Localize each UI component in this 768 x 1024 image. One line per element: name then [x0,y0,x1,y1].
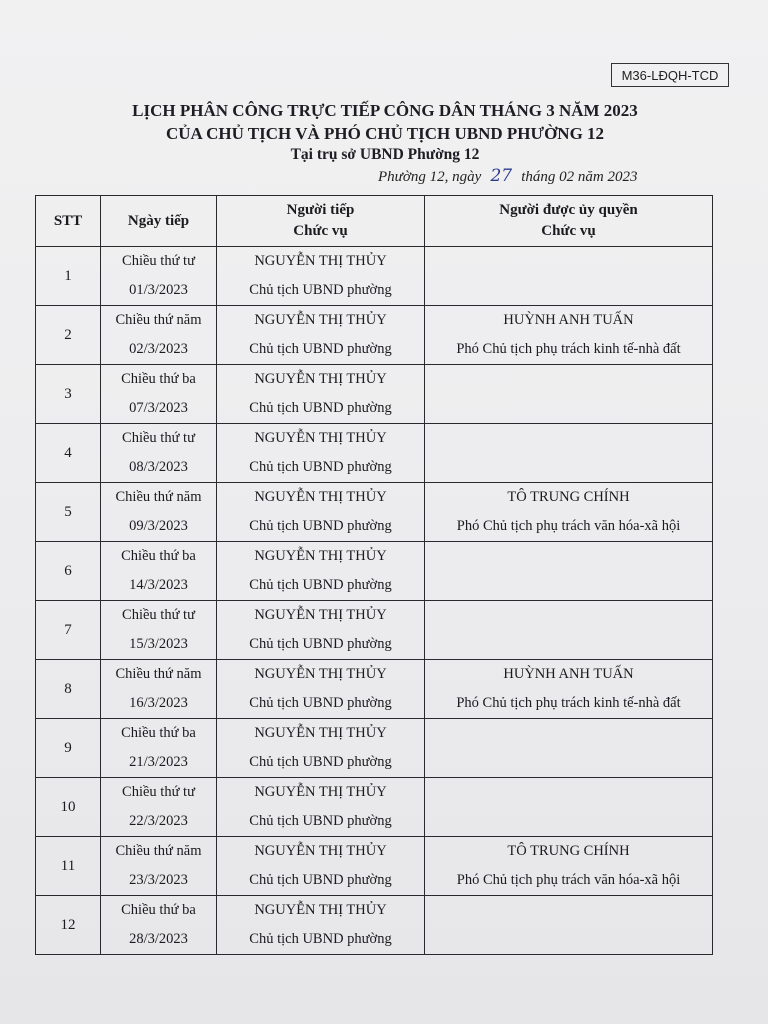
header-delegate [425,196,713,247]
row-date-cell [101,778,217,837]
row-stt: 2 [36,306,101,365]
table-row [36,542,713,601]
row-receiver-cell [217,247,425,306]
row-date: 14/3/2023 [129,577,188,593]
row-receiver-title: Chủ tịch UBND phường [249,400,392,416]
row-delegate-title: Phó Chủ tịch phụ trách văn hóa-xã hội [456,518,681,534]
table-row [36,896,713,955]
row-delegate-name: TÔ TRUNG CHÍNH [507,489,630,505]
row-receiver-cell [217,365,425,424]
row-date-cell [101,719,217,778]
row-weekday: Chiều thứ tư [122,607,195,623]
row-delegate-title: Phó Chủ tịch phụ trách văn hóa-xã hội [456,872,681,888]
row-stt: 5 [36,483,101,542]
row-date-cell [101,306,217,365]
row-stt: 9 [36,719,101,778]
row-receiver-title: Chủ tịch UBND phường [249,695,392,711]
row-date: 16/3/2023 [129,695,188,711]
row-date-cell [101,896,217,955]
row-receiver-title: Chủ tịch UBND phường [249,813,392,829]
table-header-row [36,196,713,247]
table-row [36,483,713,542]
row-delegate-cell [425,896,713,955]
title-line-2: CỦA CHỦ TỊCH VÀ PHÓ CHỦ TỊCH UBND PHƯỜNG 12 [165,124,605,143]
row-delegate-cell [425,719,713,778]
row-stt: 1 [36,247,101,306]
row-weekday: Chiều thứ ba [121,725,196,741]
row-date: 07/3/2023 [129,400,188,416]
row-receiver-name: NGUYỄN THỊ THỦY [254,902,387,918]
row-weekday: Chiều thứ năm [115,489,202,505]
row-receiver-name: NGUYỄN THỊ THỦY [254,253,387,269]
row-date-cell [101,542,217,601]
row-delegate-title: Phó Chủ tịch phụ trách kinh tế-nhà đất [456,695,681,711]
row-weekday: Chiều thứ ba [121,548,196,564]
row-stt: 4 [36,424,101,483]
row-stt: 10 [36,778,101,837]
row-receiver-title: Chủ tịch UBND phường [249,754,392,770]
header-delegate-line2: Chức vụ [541,223,596,239]
row-weekday: Chiều thứ ba [121,902,196,918]
row-date-cell [101,601,217,660]
table-row [36,247,713,306]
row-receiver-cell [217,896,425,955]
row-delegate-title: Phó Chủ tịch phụ trách kinh tế-nhà đất [456,341,681,357]
table-row [36,719,713,778]
row-stt: 12 [36,896,101,955]
row-receiver-cell [217,424,425,483]
row-receiver-name: NGUYỄN THỊ THỦY [254,430,387,446]
row-delegate-cell [425,837,713,896]
row-receiver-title: Chủ tịch UBND phường [249,282,392,298]
row-delegate-cell [425,306,713,365]
row-receiver-title: Chủ tịch UBND phường [249,872,392,888]
row-receiver-name: NGUYỄN THỊ THỦY [254,725,387,741]
schedule-table [35,195,713,955]
row-stt: 8 [36,660,101,719]
row-date: 08/3/2023 [129,459,188,475]
row-receiver-name: NGUYỄN THỊ THỦY [254,489,387,505]
row-receiver-name: NGUYỄN THỊ THỦY [254,784,387,800]
header-receiver-line1: Người tiếp [286,202,355,218]
row-receiver-name: NGUYỄN THỊ THỦY [254,666,387,682]
row-receiver-cell [217,837,425,896]
row-date-cell [101,365,217,424]
row-receiver-name: NGUYỄN THỊ THỦY [254,312,387,328]
row-weekday: Chiều thứ năm [115,666,202,682]
row-stt: 7 [36,601,101,660]
row-delegate-name: HUỲNH ANH TUẤN [503,312,634,328]
table-row [36,778,713,837]
row-delegate-cell [425,542,713,601]
table-row [36,837,713,896]
row-delegate-cell [425,365,713,424]
row-stt: 6 [36,542,101,601]
row-date-cell [101,247,217,306]
row-delegate-name: TÔ TRUNG CHÍNH [507,843,630,859]
row-date: 28/3/2023 [129,931,188,947]
date-prefix: Phường 12, ngày [378,169,482,185]
row-receiver-title: Chủ tịch UBND phường [249,636,392,652]
row-receiver-title: Chủ tịch UBND phường [249,518,392,534]
document-code-box: M36-LĐQH-TCD [611,63,729,87]
row-weekday: Chiều thứ năm [115,312,202,328]
table-row [36,424,713,483]
handwritten-day: 27 [490,166,513,186]
date-suffix: tháng 02 năm 2023 [521,169,638,185]
row-receiver-name: NGUYỄN THỊ THỦY [254,371,387,387]
row-date: 02/3/2023 [129,341,188,357]
row-receiver-name: NGUYỄN THỊ THỦY [254,607,387,623]
table-row [36,660,713,719]
row-date: 01/3/2023 [129,282,188,298]
row-date-cell [101,660,217,719]
header-stt: STT [36,196,101,247]
row-receiver-cell [217,719,425,778]
table-row [36,306,713,365]
row-stt: 3 [36,365,101,424]
row-weekday: Chiều thứ ba [121,371,196,387]
row-receiver-title: Chủ tịch UBND phường [249,577,392,593]
header-receiver [217,196,425,247]
row-date: 09/3/2023 [129,518,188,534]
row-receiver-cell [217,778,425,837]
row-date: 21/3/2023 [129,754,188,770]
row-date: 22/3/2023 [129,813,188,829]
row-date: 23/3/2023 [129,872,188,888]
table-row [36,601,713,660]
row-delegate-cell [425,778,713,837]
row-receiver-cell [217,542,425,601]
header-delegate-line1: Người được ủy quyền [499,202,638,218]
row-date-cell [101,424,217,483]
row-stt: 11 [36,837,101,896]
row-delegate-cell [425,424,713,483]
row-delegate-cell [425,601,713,660]
row-receiver-cell [217,601,425,660]
row-receiver-title: Chủ tịch UBND phường [249,931,392,947]
row-date-cell [101,837,217,896]
row-delegate-cell [425,483,713,542]
row-delegate-cell [425,660,713,719]
row-date-cell [101,483,217,542]
row-weekday: Chiều thứ tư [122,253,195,269]
row-delegate-name: HUỲNH ANH TUẤN [503,666,634,682]
row-receiver-title: Chủ tịch UBND phường [249,341,392,357]
row-receiver-title: Chủ tịch UBND phường [249,459,392,475]
row-receiver-cell [217,306,425,365]
row-weekday: Chiều thứ tư [122,784,195,800]
row-receiver-name: NGUYỄN THỊ THỦY [254,548,387,564]
row-weekday: Chiều thứ năm [115,843,202,859]
row-weekday: Chiều thứ tư [122,430,195,446]
title-line-1: LỊCH PHÂN CÔNG TRỰC TIẾP CÔNG DÂN THÁNG 3 NĂM 2023 [132,101,638,120]
row-delegate-cell [425,247,713,306]
row-receiver-cell [217,660,425,719]
header-date: Ngày tiếp [101,196,217,247]
row-receiver-name: NGUYỄN THỊ THỦY [254,843,387,859]
date-line [378,166,638,186]
location-line: Tại trụ sở UBND Phường 12 [290,146,480,163]
table-row [36,365,713,424]
row-date: 15/3/2023 [129,636,188,652]
row-receiver-cell [217,483,425,542]
header-receiver-line2: Chức vụ [293,223,348,239]
